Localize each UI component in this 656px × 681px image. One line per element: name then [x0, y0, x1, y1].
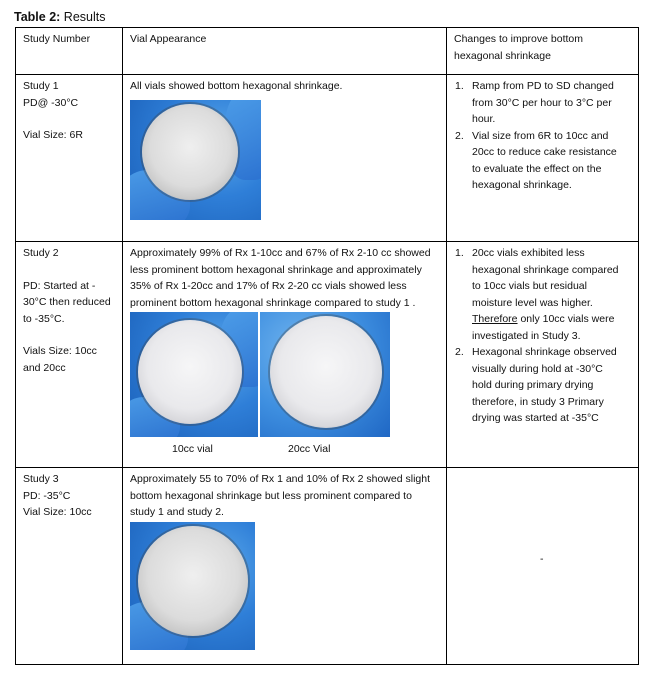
study1-pd: PD@ -30°C	[23, 96, 79, 109]
study1-cell	[16, 75, 123, 242]
study2-change-2: 2. Hexagonal shrinkage observed visually during hold at -30°C hold during primary drying therefore, in study 3 Primary drying was started at -35°C	[455, 346, 617, 424]
study3-vial: Vial Size: 10cc	[23, 506, 92, 518]
caption-rest: Results	[60, 10, 106, 24]
study2-row	[16, 242, 639, 468]
study3-vial-photo	[130, 522, 255, 650]
study2-vial-line2: and 20cc	[23, 361, 66, 374]
caption-bold: Table 2:	[14, 10, 61, 24]
study2-cell	[16, 242, 123, 468]
study2-pd-line3: to -35°C.	[23, 312, 65, 325]
study2-vial-line1: Vials Size: 10cc	[23, 345, 97, 357]
study2-name: Study 2	[23, 247, 59, 259]
study1-changes-list	[454, 78, 632, 194]
study2-appearance-line1: Approximately 99% of Rx 1-10cc and 67% of Rx 2-10 cc showed	[130, 247, 431, 259]
study3-appearance-line1: Approximately 55 to 70% of Rx 1 and 10% of Rx 2 showed slight	[130, 473, 430, 485]
study3-changes-cell	[447, 468, 639, 665]
header-vial-appearance: Vial Appearance	[123, 28, 447, 75]
study2-20cc-vial-photo	[260, 312, 390, 437]
header-changes-line1: Changes to improve bottom	[454, 33, 583, 45]
study2-10cc-label: 10cc vial	[172, 443, 213, 455]
study1-changes-cell	[447, 75, 639, 242]
study2-pd-line2: 30°C then reduced	[23, 296, 111, 308]
study1-appearance: All vials showed bottom hexagonal shrinkage.	[130, 80, 343, 92]
study2-appearance-line2: less prominent bottom hexagonal shrinkage and approximately	[130, 263, 422, 276]
study2-appearance-line3: 35% of Rx 1-20cc and 17% of Rx 2-20 cc vials showed less	[130, 280, 407, 292]
study1-name: Study 1	[23, 80, 59, 92]
study2-pd-line1: PD: Started at -	[23, 279, 96, 292]
study1-row	[16, 75, 639, 242]
header-changes-line2: hexagonal shrinkage	[454, 49, 551, 62]
header-row	[16, 28, 639, 75]
study3-pd: PD: -35°C	[23, 489, 71, 502]
study3-cell	[16, 468, 123, 665]
study3-appearance-line2: bottom hexagonal shrinkage but less prominent compared to	[130, 489, 412, 502]
header-study-number: Study Number	[16, 28, 123, 75]
study1-change-1: 1. Ramp from PD to SD changed from 30°C per hour to 3°C per hour.	[455, 80, 614, 125]
study1-vial-photo	[130, 100, 261, 220]
study2-20cc-label: 20cc Vial	[288, 443, 331, 455]
study1-appearance-cell	[123, 75, 447, 242]
study3-name: Study 3	[23, 473, 59, 485]
study2-changes-cell	[447, 242, 639, 468]
study2-changes-list	[454, 245, 632, 427]
results-table	[15, 27, 639, 665]
study3-row	[16, 468, 639, 665]
study2-10cc-vial-photo	[130, 312, 258, 437]
table-caption	[14, 9, 105, 25]
header-changes	[447, 28, 639, 75]
study3-changes: -	[540, 553, 544, 565]
study1-vial: Vial Size: 6R	[23, 129, 83, 141]
study3-appearance-line3: study 1 and study 2.	[130, 506, 224, 518]
study1-change-2: 2. Vial size from 6R to 10cc and 20cc to reduce cake resistance to evaluate the effect on the hexagonal shrinkage.	[455, 129, 617, 191]
study2-appearance-cell	[123, 242, 447, 468]
study3-appearance-cell	[123, 468, 447, 665]
study2-appearance-line4: prominent bottom hexagonal shrinkage compared to study 1 .	[130, 296, 416, 309]
study2-change-1: 1. 20cc vials exhibited less hexagonal shrinkage compared to 10cc vials but residual moisture level was higher. Therefore only 10cc vials were investigated in Study 3.	[455, 247, 619, 342]
